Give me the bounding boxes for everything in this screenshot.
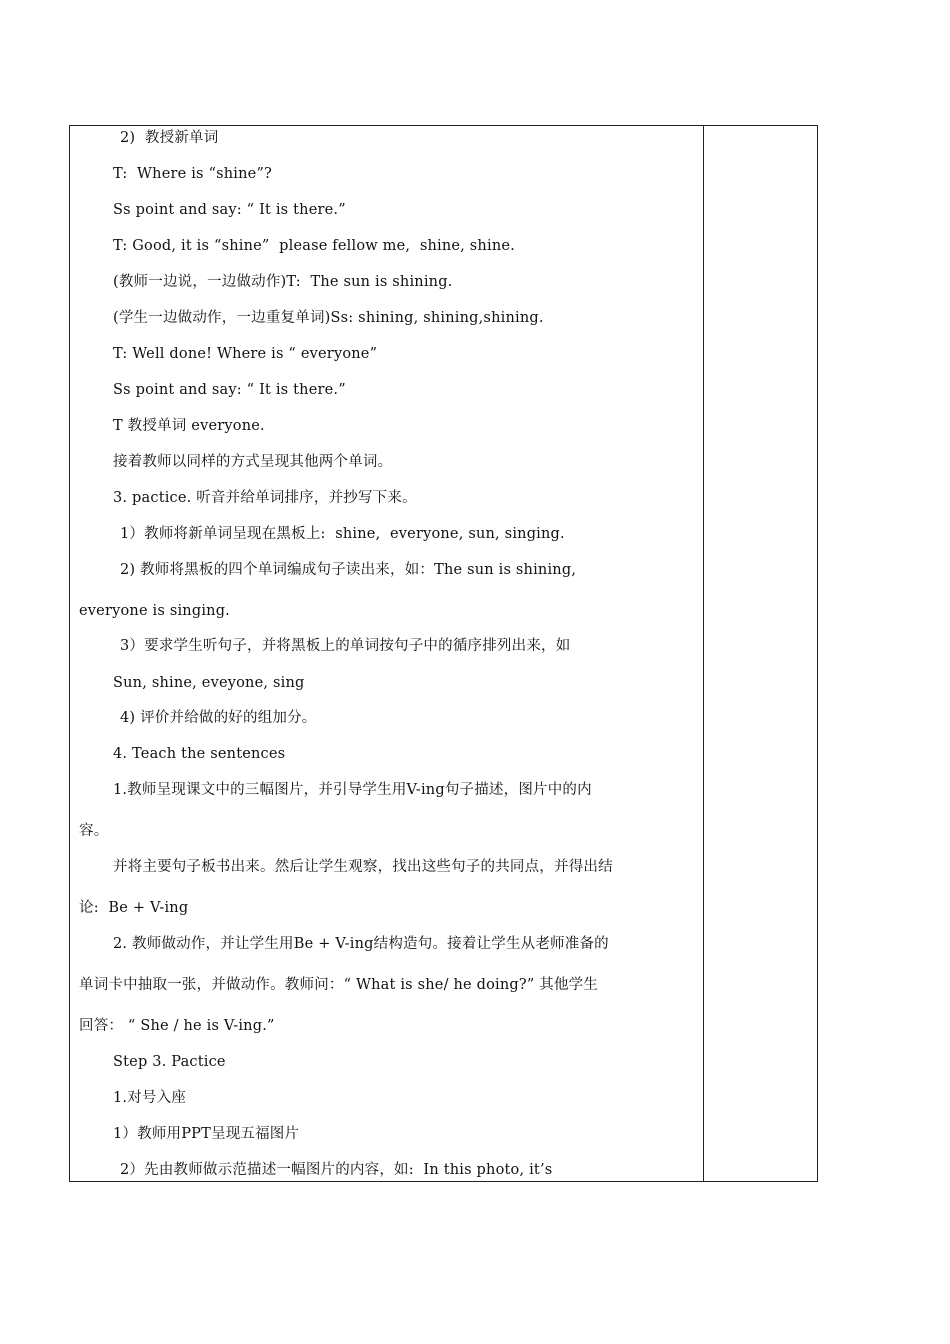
text-line: 2) 教师将黑板的四个单词编成句子读出来，如：The sun is shining, bbox=[120, 562, 577, 578]
text-line: 2. 教师做动作，并让学生用Be + V-ing结构造句。接着让学生从老师准备的 bbox=[113, 936, 609, 952]
text-line: Sun, shine, eveyone, sing bbox=[113, 675, 305, 691]
text-line: 2）先由教师做示范描述一幅图片的内容，如: In this photo, it’s bbox=[120, 1162, 553, 1178]
text-line: everyone is singing. bbox=[79, 603, 230, 619]
text-line: 1）教师将新单词呈现在黑板上: shine, everyone, sun, singing. bbox=[120, 526, 565, 542]
text-line: 4. Teach the sentences bbox=[113, 746, 286, 762]
text-line: T: Where is “shine”? bbox=[113, 166, 273, 182]
lesson-plan-table bbox=[69, 125, 818, 1182]
text-line: 回答： “ She / he is V-ing.” bbox=[79, 1018, 275, 1034]
text-line: Ss point and say: “ It is there.” bbox=[113, 202, 346, 218]
text-line: 论: Be + V-ing bbox=[79, 900, 189, 916]
text-line: 3. pactice. 听音并给单词排序，并抄写下来。 bbox=[113, 490, 417, 506]
text-line: (学生一边做动作，一边重复单词)Ss: shining, shining,shining. bbox=[113, 310, 544, 326]
text-line: 容。 bbox=[79, 823, 109, 839]
text-line: 1）教师用PPT呈现五福图片 bbox=[113, 1126, 300, 1142]
text-line: T: Well done! Where is “ everyone” bbox=[113, 346, 378, 362]
text-line: 接着教师以同样的方式呈现其他两个单词。 bbox=[113, 454, 393, 470]
text-line: T 教授单词 everyone. bbox=[113, 418, 265, 434]
text-line: 1.教师呈现课文中的三幅图片，并引导学生用V-ing句子描述，图片中的内 bbox=[113, 782, 592, 798]
text-line: 1.对号入座 bbox=[113, 1090, 187, 1106]
text-line: T: Good, it is “shine” please fellow me, shine, shine. bbox=[113, 238, 515, 254]
text-line: (教师一边说，一边做动作)T: The sun is shining. bbox=[113, 274, 453, 290]
text-line: 并将主要句子板书出来。然后让学生观察，找出这些句子的共同点，并得出结 bbox=[113, 859, 613, 875]
text-line: Ss point and say: “ It is there.” bbox=[113, 382, 346, 398]
text-line: 2) 教授新单词 bbox=[120, 130, 219, 146]
text-line: 4) 评价并给做的好的组加分。 bbox=[120, 710, 317, 726]
column-divider bbox=[703, 126, 704, 1181]
text-line: 单词卡中抽取一张，并做动作。教师问：“ What is she/ he doing?” 其他学生 bbox=[79, 977, 599, 993]
text-line: 3）要求学生听句子，并将黑板上的单词按句子中的循序排列出来，如 bbox=[120, 638, 571, 654]
text-line: Step 3. Pactice bbox=[113, 1054, 226, 1070]
